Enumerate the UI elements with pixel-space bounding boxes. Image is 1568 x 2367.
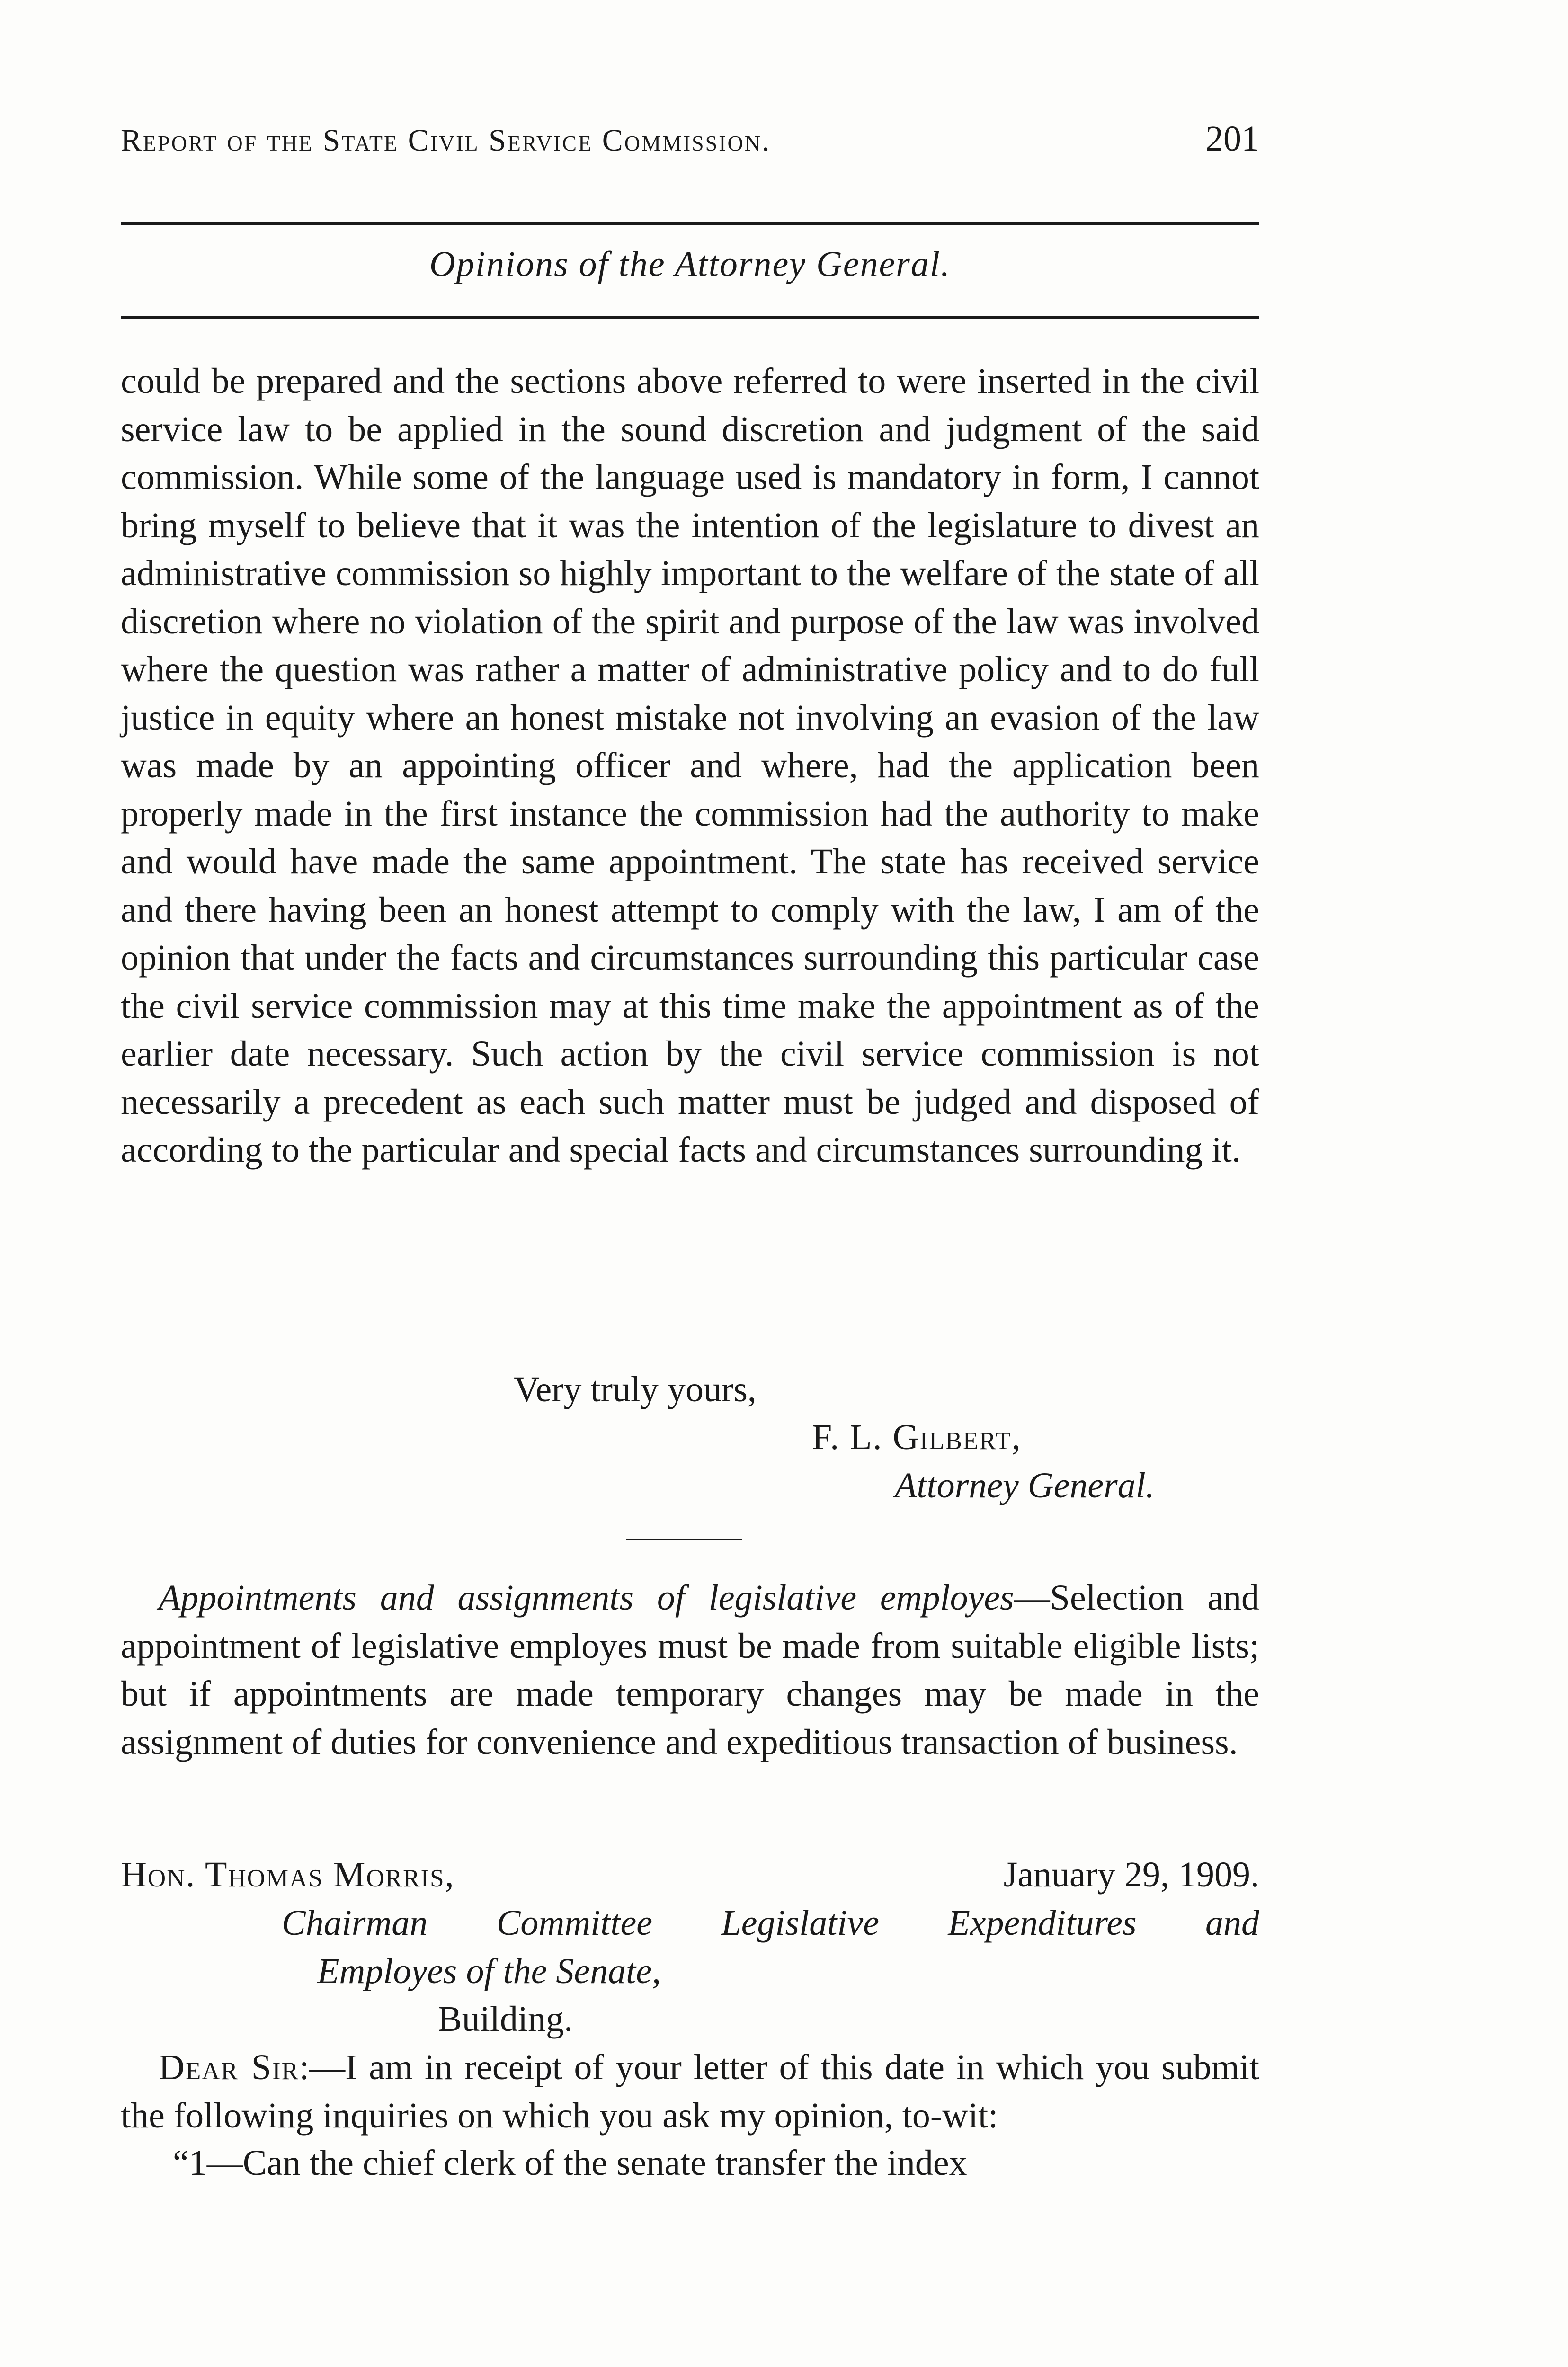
section-title: Opinions of the Attorney General.: [429, 244, 951, 284]
signer-title: Attorney General.: [895, 1466, 1155, 1505]
closing-salutation: Very truly yours,: [514, 1370, 757, 1409]
letter-opening-text: :—I am in receipt of your letter of this date in which you submit the following inquiries on which you ask my opinion, to-wit:: [121, 2047, 1260, 2136]
letter-opening: [121, 2044, 1259, 2140]
headnote-topic: Appointments and assignments of legislative employes: [159, 1578, 1014, 1618]
addressee-committee: Employes of the Senate,: [317, 1951, 661, 1991]
letter-salutation: Dear Sir: [159, 2047, 299, 2087]
letter-date: January 29, 1909.: [1003, 1855, 1259, 1895]
signer-name: F. L. Gilbert,: [812, 1417, 1022, 1457]
letter-address-row: [121, 1851, 1259, 1899]
question-1: “1—Can the chief clerk of the senate transfer the index: [173, 2143, 967, 2183]
opinion-paragraph: could be prepared and the sections above referred to were inserted in the civil service law to be applied in the sound discretion and judgment of the said commission. While some of the language used is mandatory in form, I cannot bring myself to believe that it was the intention of the legislature to divest an administrative commission so highly important to the welfare of the state of all discretion where no violation of the spirit and purpose of the law was involved where the question was rather a matter of administrative policy and to do full justice in equity where an honest mistake not involving an evasion of the law was made by an appointing officer and where, had the application been properly made in the first instance the commission had the authority to make and would have made the same appointment. The state has received service and there having been an honest attempt to comply with the law, I am of the opinion that under the facts and circumstances surrounding this particular case the civil service commission may at this time make the appointment as of the earlier date necessary. Such action by the civil service commission is not necessarily a precedent as each such matter must be judged and disposed of according to the particular and special facts and circumstances surrounding it.: [121, 361, 1259, 1170]
headnote: [121, 1574, 1259, 1766]
addressee-title: Chairman Committee Legislative Expenditures and: [282, 1903, 1259, 1943]
header-rule-top: [121, 222, 1259, 225]
section-divider: [626, 1539, 742, 1540]
addressee-location: Building.: [438, 1999, 573, 2039]
addressee-name: Hon. Thomas Morris,: [121, 1855, 455, 1895]
running-head: Report of the State Civil Service Commission.: [121, 123, 771, 158]
header-rule-bottom: [121, 316, 1259, 319]
headnote-text: —Selection and appointment of legislative employes must be made from suitable eligible lists; but if appointments are made temporary changes may be made in the assignment of duties for convenience and expeditious transaction of business.: [121, 1578, 1259, 1762]
page-number: 201: [1205, 119, 1259, 159]
page-header: [121, 118, 1259, 175]
